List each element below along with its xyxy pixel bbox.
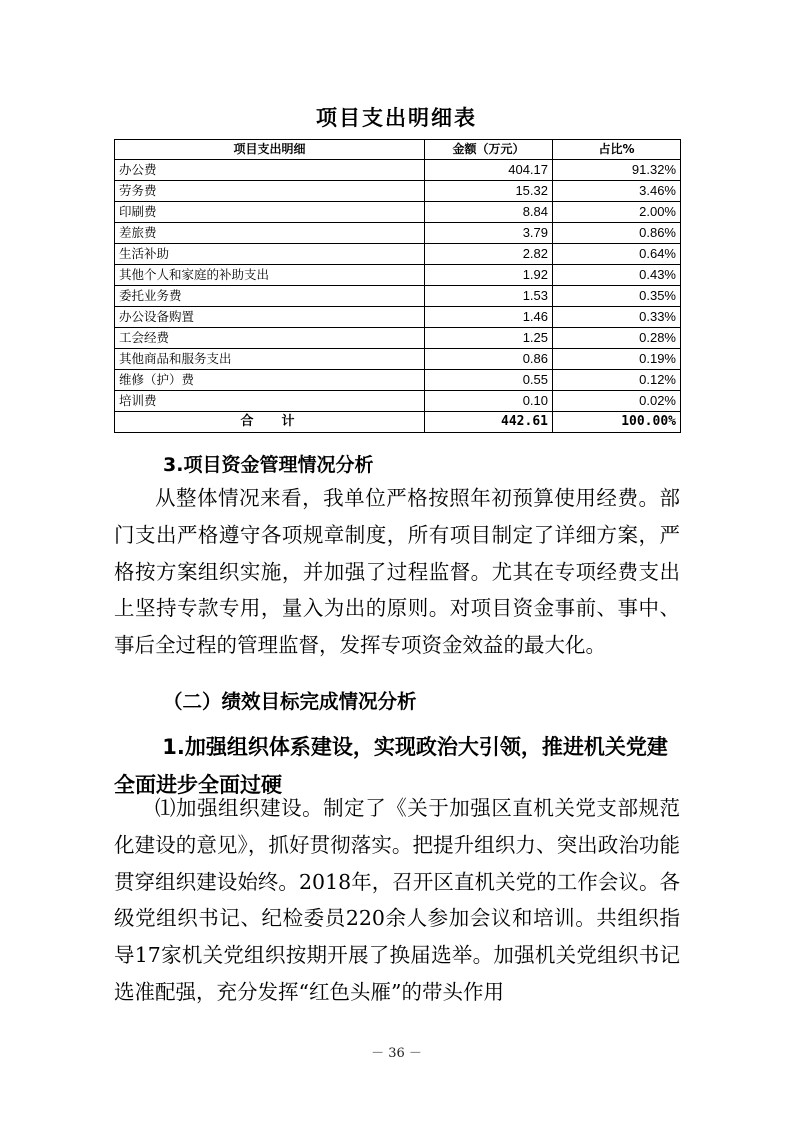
row-amount: 8.84: [425, 202, 553, 223]
expense-table: [114, 139, 681, 433]
subsection-heading-organization: 1.加强组织体系建设，实现政治大引领，推进机关党建全面进步全面过硬: [114, 735, 668, 797]
total-percent: 100.00%: [553, 412, 681, 433]
row-item-name: 办公费: [115, 160, 425, 181]
row-amount: 0.10: [425, 391, 553, 412]
row-amount: 1.25: [425, 328, 553, 349]
row-item-name: 工会经费: [115, 328, 425, 349]
row-amount: 1.92: [425, 265, 553, 286]
page-number: － 36 －: [371, 1046, 422, 1061]
row-item-name: 生活补助: [115, 244, 425, 265]
table-row: [115, 328, 681, 349]
row-amount: 1.53: [425, 286, 553, 307]
row-amount: 404.17: [425, 160, 553, 181]
row-item-name: 培训费: [115, 391, 425, 412]
table-row: [115, 181, 681, 202]
table-row: [115, 391, 681, 412]
row-percent: 0.33%: [553, 307, 681, 328]
row-percent: 0.86%: [553, 223, 681, 244]
table-row: [115, 244, 681, 265]
total-label: 合计: [115, 412, 425, 433]
table-header-row: [115, 140, 681, 160]
total-row: [115, 412, 681, 433]
table-row: [115, 307, 681, 328]
table-row: [115, 370, 681, 391]
header-percent: 占比%: [553, 140, 681, 160]
table-row: [115, 349, 681, 370]
row-amount: 1.46: [425, 307, 553, 328]
table-row: [115, 286, 681, 307]
row-percent: 0.64%: [553, 244, 681, 265]
row-percent: 0.19%: [553, 349, 681, 370]
header-item: 项目支出明细: [115, 140, 425, 160]
row-item-name: 办公设备购置: [115, 307, 425, 328]
row-percent: 91.32%: [553, 160, 681, 181]
table-row: [115, 223, 681, 244]
table-title: 项目支出明细表: [316, 106, 477, 130]
row-amount: 2.82: [425, 244, 553, 265]
organization-paragraph: ⑴加强组织建设。制定了《关于加强区直机关党支部规范化建设的意见》，抓好贯彻落实。把提升组织力、突出政治功能贯穿组织建设始终。2018年，召开区直机关党的工作会议。各级党组织书记、纪检委员220余人参加会议和培训。共组织指导17家机关党组织按期开展了换届选举。加强机关党组织书记选准配强，充分发挥“红色头雁”的带头作用: [114, 796, 680, 1004]
row-item-name: 委托业务费: [115, 286, 425, 307]
row-amount: 0.86: [425, 349, 553, 370]
row-item-name: 劳务费: [115, 181, 425, 202]
fund-management-paragraph: 从整体情况来看，我单位严格按照年初预算使用经费。部门支出严格遵守各项规章制度，所有项目制定了详细方案，严格按方案组织实施，并加强了过程监督。尤其在专项经费支出上坚持专款专用，量入为出的原则。对项目资金事前、事中、事后全过程的管理监督，发挥专项资金效益的最大化。: [114, 486, 680, 658]
section-heading-performance: （二）绩效目标完成情况分析: [163, 690, 417, 713]
row-item-name: 其他商品和服务支出: [115, 349, 425, 370]
table-row: [115, 202, 681, 223]
row-percent: 3.46%: [553, 181, 681, 202]
row-percent: 2.00%: [553, 202, 681, 223]
row-item-name: 维修（护）费: [115, 370, 425, 391]
row-item-name: 差旅费: [115, 223, 425, 244]
table-body: [115, 160, 681, 412]
table-row: [115, 265, 681, 286]
row-percent: 0.35%: [553, 286, 681, 307]
row-percent: 0.43%: [553, 265, 681, 286]
table-row: [115, 160, 681, 181]
row-item-name: 其他个人和家庭的补助支出: [115, 265, 425, 286]
row-amount: 15.32: [425, 181, 553, 202]
row-percent: 0.12%: [553, 370, 681, 391]
total-amount: 442.61: [425, 412, 553, 433]
header-amount: 金额（万元）: [425, 140, 553, 160]
row-percent: 0.28%: [553, 328, 681, 349]
section-heading-fund-management: 3.项目资金管理情况分析: [163, 454, 374, 476]
row-amount: 3.79: [425, 223, 553, 244]
row-amount: 0.55: [425, 370, 553, 391]
row-percent: 0.02%: [553, 391, 681, 412]
row-item-name: 印刷费: [115, 202, 425, 223]
